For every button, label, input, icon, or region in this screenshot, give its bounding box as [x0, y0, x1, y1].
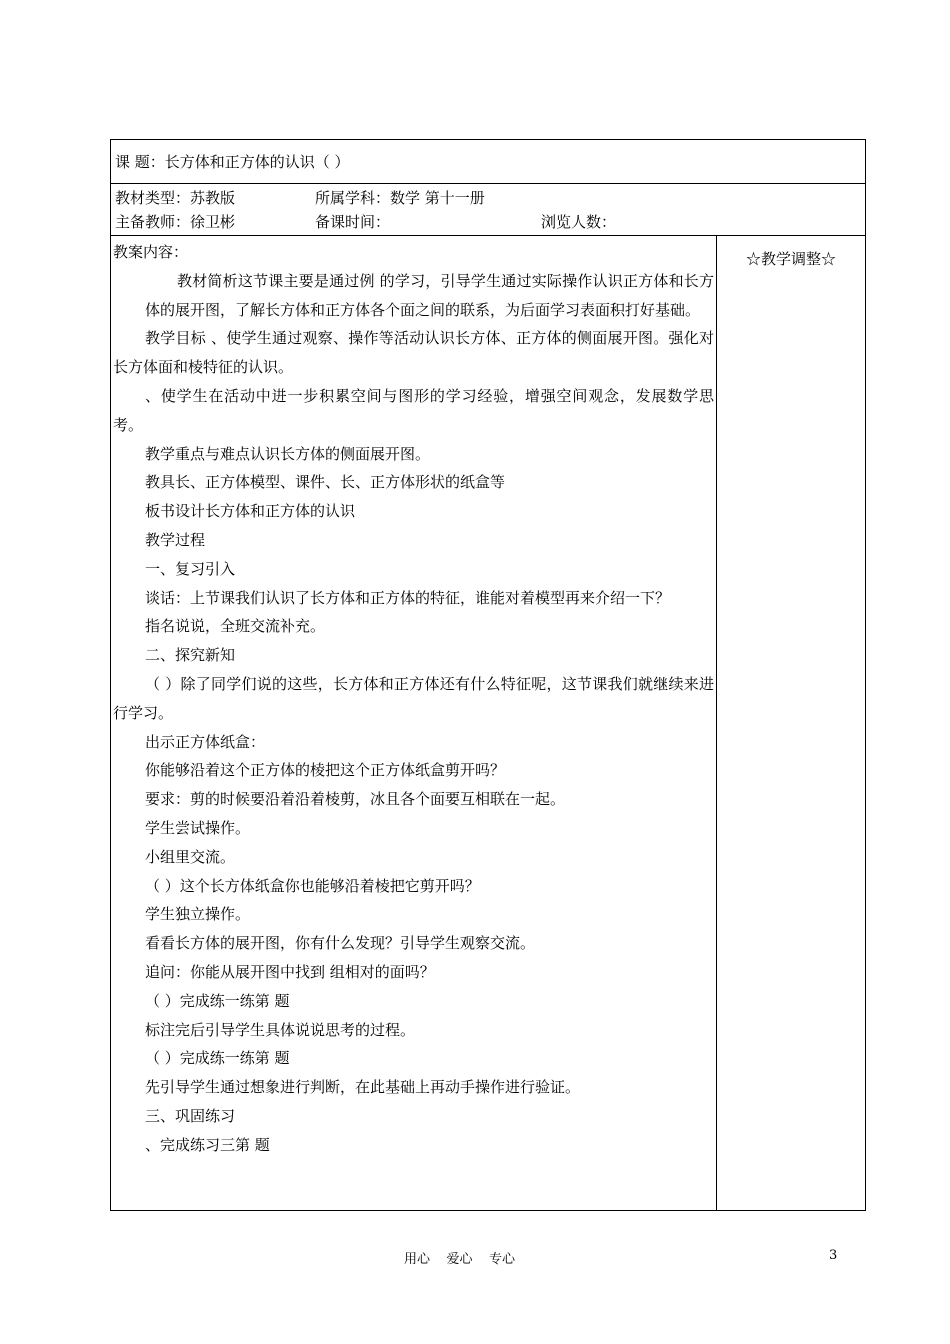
subject: 所属学科：数学 第十一册 — [315, 189, 485, 207]
material-type: 教材类型：苏教版 — [115, 189, 236, 207]
para-analysis — [113, 267, 714, 325]
lesson-plan-table — [110, 139, 866, 1211]
section-3-heading: 三、巩固练习 — [145, 1106, 236, 1125]
lesson-title: 课 题：长方体和正方体的认识（ ） — [111, 140, 865, 184]
para-goal-2: 、使学生在活动中进一步积累空间与图形的学习经验，增强空间观念，发展数学思考。 — [113, 386, 714, 434]
teacher: 主备教师：徐卫彬 — [115, 213, 236, 231]
footer-slogan: 用心 爱心 专心 — [404, 1252, 516, 1267]
line-independent: 学生独立操作。 — [145, 905, 251, 924]
lesson-meta — [111, 184, 865, 236]
page-footer — [0, 1248, 950, 1268]
lesson-content — [111, 236, 717, 1210]
viewers: 浏览人数： — [541, 213, 617, 231]
line-board: 板书设计长方体和正方体的认识 — [145, 502, 356, 521]
line-requirement: 要求：剪的时候要沿着沿着棱剪，冰且各个面要互相联在一起。 — [145, 790, 566, 809]
line-mark: 标注完后引导学生具体说说思考的过程。 — [145, 1020, 416, 1039]
line-question-2: （ ）这个长方体纸盒你也能够沿着棱把它剪开吗？ — [145, 876, 480, 895]
page-number: 3 — [829, 1248, 838, 1263]
line-process: 教学过程 — [145, 530, 206, 549]
line-tools: 教具长、正方体模型、课件、长、正方体形状的纸盒等 — [145, 473, 506, 492]
para-analysis-text: 教材简析这节课主要是通过例 的学习，引导学生通过实际操作认识正方体和长方体的展开图，了解长方体和正方体各个面之间的联系，为后面学习表面积打好基础。 — [145, 271, 714, 319]
line-exercise: 、完成练习三第 题 — [145, 1135, 270, 1154]
meta-line-2 — [115, 210, 855, 234]
para-goal-1: 教学目标 、使学生通过观察、操作等活动认识长方体、正方体的侧面展开图。强化对长方体面和棱特征的认识。 — [113, 329, 714, 377]
meta-line-1 — [115, 186, 855, 210]
line-key-points: 教学重点与难点认识长方体的侧面展开图。 — [145, 444, 431, 463]
prep-time: 备课时间： — [315, 213, 391, 231]
line-cut: 你能够沿着这个正方体的棱把这个正方体纸盒剪开吗？ — [145, 761, 506, 780]
line-ask: 追问：你能从展开图中找到 组相对的面吗？ — [145, 962, 435, 981]
adjust-label: ☆教学调整☆ — [745, 250, 836, 268]
lesson-body — [111, 236, 865, 1210]
section-2-heading: 二、探究新知 — [145, 646, 236, 665]
line-question-3: （ ）完成练一练第 题 — [145, 991, 290, 1010]
para-question-1: （ ）除了同学们说的这些，长方体和正方体还有什么特征呢，这节课我们就继续来进行学习。 — [113, 674, 714, 722]
line-try: 学生尝试操作。 — [145, 818, 251, 837]
line-question-4: （ ）完成练一练第 题 — [145, 1049, 290, 1068]
line-imagine: 先引导学生通过想象进行判断，在此基础上再动手操作进行验证。 — [145, 1078, 581, 1097]
line-show: 出示正方体纸盒： — [145, 732, 266, 751]
line-name: 指名说说，全班交流补充。 — [145, 617, 326, 636]
section-1-heading: 一、复习引入 — [145, 559, 236, 578]
line-group: 小组里交流。 — [145, 847, 236, 866]
line-look: 看看长方体的展开图，你有什么发现？引导学生观察交流。 — [145, 934, 536, 953]
content-label: 教案内容： — [113, 243, 189, 261]
para-talk: 谈话：上节课我们认识了长方体和正方体的特征，谁能对着模型再来介绍一下？ — [145, 588, 671, 607]
teaching-adjustment — [717, 236, 865, 1210]
